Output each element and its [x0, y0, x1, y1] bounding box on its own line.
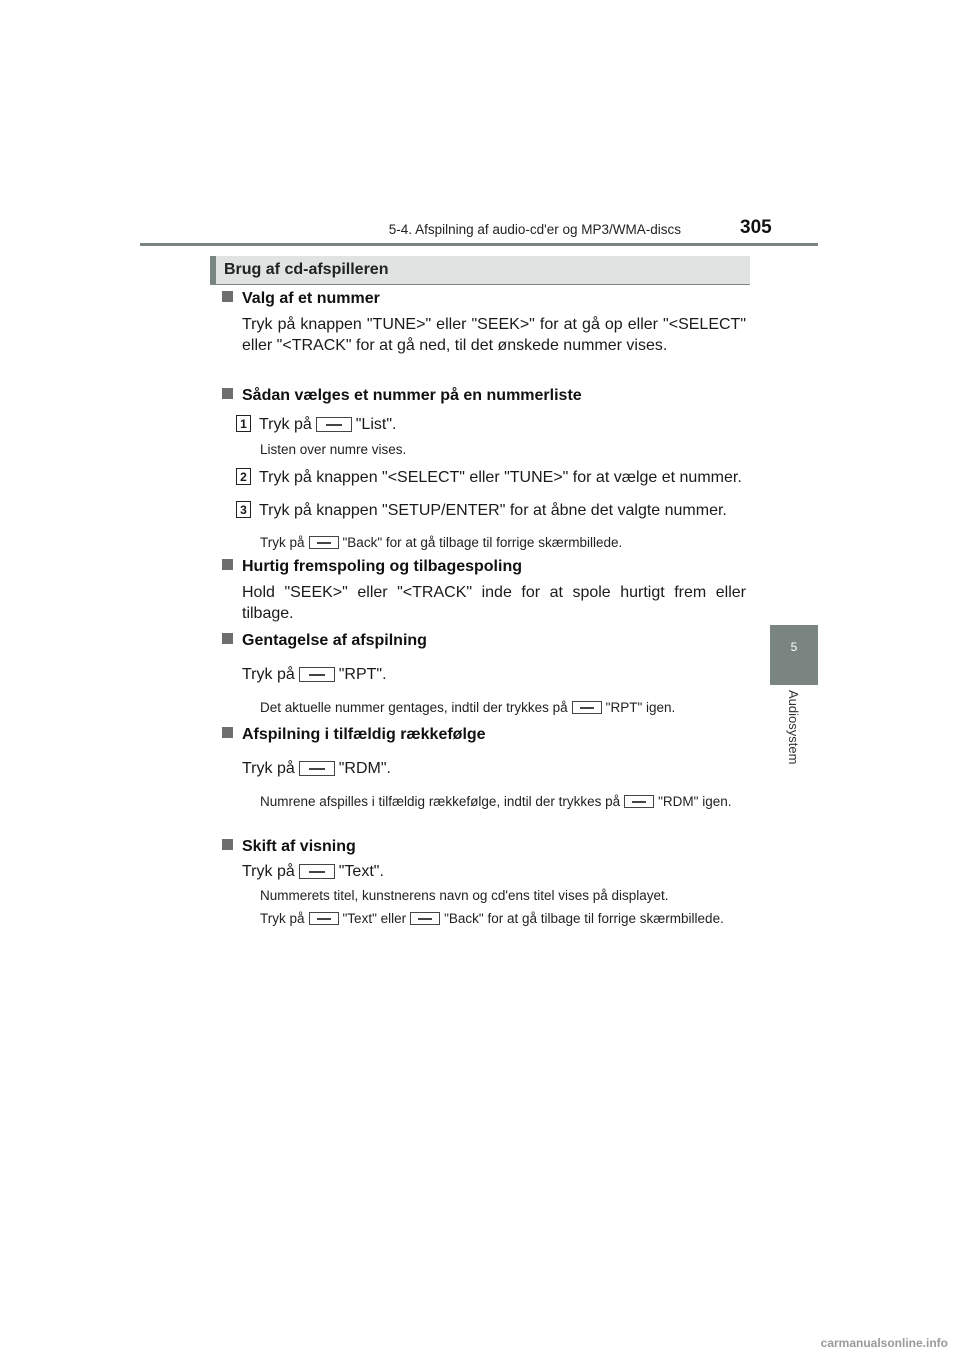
- screen-button-icon: [316, 417, 352, 432]
- bullet-square-icon: [222, 291, 233, 302]
- screen-button-icon: [309, 536, 339, 549]
- bullet-square-icon: [222, 839, 233, 850]
- fast-forward-block: [222, 558, 746, 624]
- section-accent: [210, 256, 216, 284]
- step-1: 1 Tryk på "List".: [236, 414, 748, 435]
- step-2: 2 Tryk på knappen "<SELECT" eller "TUNE>" for at vælge et nummer.: [236, 467, 748, 488]
- screen-button-icon: [410, 912, 440, 925]
- screen-button-icon: [572, 701, 602, 714]
- random-body: Tryk på "RDM".: [242, 760, 391, 777]
- random-block: [222, 726, 746, 811]
- page-number: 305: [740, 217, 772, 238]
- random-note: Numrene afspilles i tilfældig rækkefølge, indtil der trykkes på "RDM" igen.: [260, 794, 732, 809]
- random-heading: Afspilning i tilfældig rækkefølge: [222, 726, 746, 744]
- chapter-number: 5: [790, 640, 798, 654]
- repeat-body: Tryk på "RPT".: [242, 666, 387, 683]
- display-heading: Skift af visning: [222, 838, 746, 856]
- footer-watermark: carmanualsonline.info: [820, 1336, 948, 1350]
- bullet-square-icon: [222, 388, 233, 399]
- chapter-tab: [770, 625, 818, 685]
- bullet-square-icon: [222, 727, 233, 738]
- section-bar: [210, 256, 750, 285]
- display-block: [222, 838, 746, 928]
- chapter-label: Audiosystem: [786, 690, 801, 765]
- step-number: 3: [236, 501, 251, 518]
- screen-button-icon: [309, 912, 339, 925]
- step-number: 1: [236, 415, 251, 432]
- track-select-body: Tryk på knappen "TUNE>" eller "SEEK>" for at gå op eller "<SELECT" eller "<TRACK" for at gå ned, til det ønskede nummer vises.: [242, 316, 746, 354]
- step-1-note: Listen over numre vises.: [260, 442, 407, 457]
- track-select-block: [222, 290, 746, 356]
- step-3-note: Tryk på "Back" for at gå tilbage til forrige skærmbillede.: [260, 535, 623, 550]
- track-list-heading: Sådan vælges et nummer på en nummerliste: [222, 387, 746, 405]
- step-number: 2: [236, 468, 251, 485]
- display-body: Tryk på "Text".: [242, 863, 384, 880]
- header-title: 5-4. Afspilning af audio-cd'er og MP3/WMA-discs: [388, 222, 681, 237]
- header-divider: [140, 243, 818, 246]
- screen-button-icon: [624, 795, 654, 808]
- display-note-2: Tryk på "Text" eller "Back" for at gå tilbage til forrige skærmbillede.: [260, 911, 724, 926]
- repeat-block: [222, 632, 746, 717]
- bullet-square-icon: [222, 633, 233, 644]
- screen-button-icon: [299, 667, 335, 682]
- track-select-heading: Valg af et nummer: [222, 290, 746, 308]
- bullet-square-icon: [222, 559, 233, 570]
- track-list-heading-block: [222, 387, 746, 405]
- fast-forward-heading: Hurtig fremspoling og tilbagespoling: [222, 558, 746, 576]
- screen-button-icon: [299, 864, 335, 879]
- section-title: Brug af cd-afspilleren: [224, 261, 389, 278]
- fast-forward-body: Hold "SEEK>" eller "<TRACK" inde for at spole hurtigt frem eller tilbage.: [242, 584, 746, 622]
- step-3: 3 Tryk på knappen "SETUP/ENTER" for at åbne det valgte nummer.: [236, 500, 748, 521]
- screen-button-icon: [299, 761, 335, 776]
- repeat-note: Det aktuelle nummer gentages, indtil der trykkes på "RPT" igen.: [260, 700, 676, 715]
- display-note-1: Nummerets titel, kunstnerens navn og cd'ens titel vises på displayet.: [260, 888, 669, 903]
- repeat-heading: Gentagelse af afspilning: [222, 632, 746, 650]
